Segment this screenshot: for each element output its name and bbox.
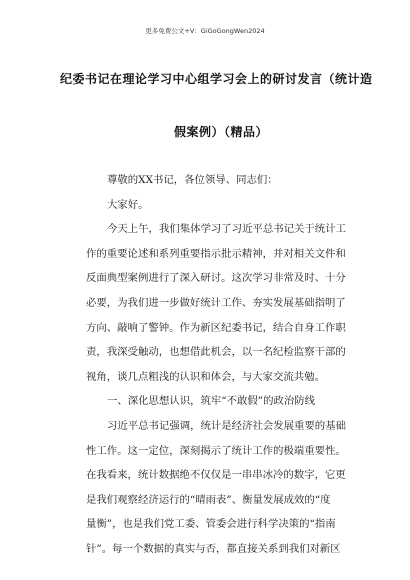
paragraph-line: 必要，为我们进一步做好统计工作、夯实发展基础指明了 xyxy=(86,296,346,309)
salutation: 尊敬的XX书记，各位领导、同志们： xyxy=(107,174,278,186)
greeting: 大家好。 xyxy=(107,198,149,211)
paragraph-line: 方向、敲响了警钟。作为新区纪委书记，结合自身工作职 xyxy=(86,321,346,334)
document-title-line-1: 纪委书记在理论学习中心组学习会上的研讨发言（统计造 xyxy=(60,72,373,86)
document-title-line-2: 假案例）（精品） xyxy=(174,125,269,139)
paragraph-line: 反面典型案例进行了深入研讨。这次学习非常及时、十分 xyxy=(86,272,346,285)
paragraph-line: 量衡”，也是我们党工委、管委会进行科学决策的“指南 xyxy=(86,518,336,531)
header-note: 更多免费公文+V：GiGoGongWen2024 xyxy=(145,27,265,35)
paragraph-line: 针”。每一个数据的真实与否，都直接关系到我们对新区 xyxy=(86,542,341,555)
paragraph-line: 在我看来，统计数据绝不仅仅是一串串冰冷的数字，它更 xyxy=(86,469,346,482)
paragraph-line: 责，我深受触动，也想借此机会，以一名纪检监察干部的 xyxy=(86,346,346,359)
paragraph-line: 习近平总书记强调，统计是经济社会发展重要的基础 xyxy=(107,419,346,432)
paragraph-line: 作的重要论述和系列重要指示批示精神，并对相关文件和 xyxy=(86,247,346,260)
paragraph-line: 是我们观察经济运行的“晴雨表”、衡量发展成效的“度 xyxy=(86,493,331,506)
section-heading: 一、深化思想认识，筑牢“不敢假”的政治防线 xyxy=(107,395,316,408)
paragraph-line: 性工作。这一定位，深刻揭示了统计工作的极端重要性。 xyxy=(86,444,346,457)
paragraph-line: 今天上午，我们集体学习了习近平总书记关于统计工 xyxy=(107,223,346,236)
paragraph-line: 视角，谈几点粗浅的认识和体会，与大家交流共勉。 xyxy=(86,370,325,383)
document-body xyxy=(86,168,346,562)
